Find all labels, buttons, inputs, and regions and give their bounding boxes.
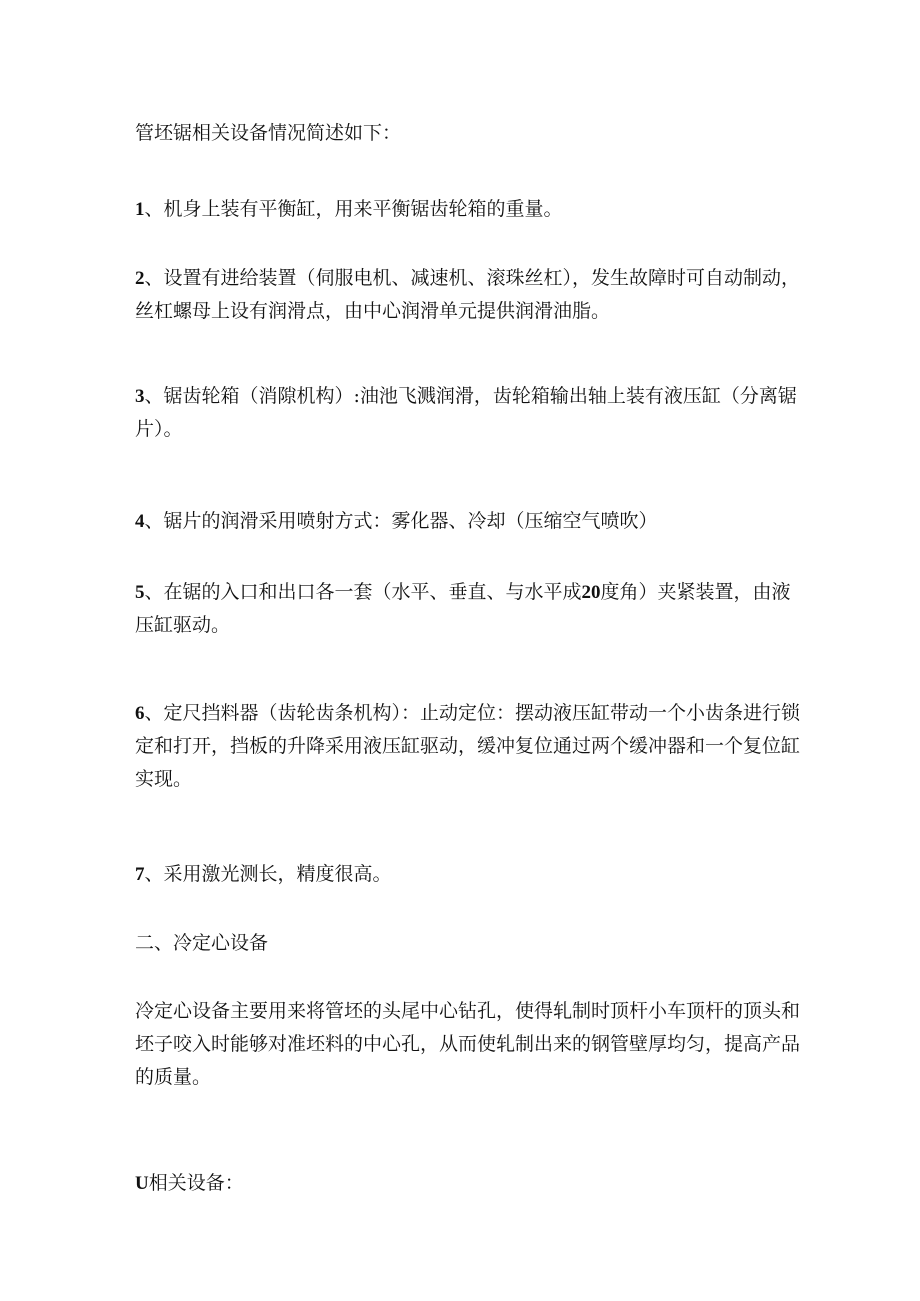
list-item-text: 、采用激光测长，精度很高。 — [144, 863, 392, 885]
section-heading-text: 二、冷定心设备 — [135, 932, 269, 954]
list-item-1 — [135, 193, 800, 226]
intro-paragraph — [135, 117, 800, 150]
section-heading — [135, 927, 800, 960]
list-item-text: 、机身上装有平衡缸，用来平衡锯齿轮箱的重量。 — [144, 198, 563, 220]
intro-text: 管坯锯相关设备情况简述如下： — [135, 122, 402, 144]
list-item-text: 、定尺挡料器（齿轮齿条机构）：止动定位：摆动液压缸带动一个小齿条进行锁定和打开，挡板的升降采用液压缸驱动，缓冲复位通过两个缓冲器和一个复位缸实现。 — [135, 702, 801, 790]
list-item-text: 、锯片的润滑采用喷射方式：雾化器、冷却（压缩空气喷吹） — [144, 510, 658, 532]
list-item-6 — [135, 697, 800, 796]
list-item-4 — [135, 505, 800, 538]
list-item-number: 3 — [135, 386, 145, 407]
list-item-text-continued: 度角）夹紧装置，由液压缸驱动。 — [135, 581, 791, 636]
list-item-text: 、在锯的入口和出口各一套（水平、垂直、与水平成 — [144, 581, 582, 603]
list-item-2 — [135, 262, 800, 328]
list-item-text: 、设置有进给装置（伺服电机、减速机、滚珠丝杠），发生故障时可自动制动，丝杠螺母上设有润滑点，由中心润滑单元提供润滑油脂。 — [135, 267, 801, 322]
sub-heading-prefix: U — [135, 1173, 149, 1194]
section-body-paragraph — [135, 995, 800, 1094]
list-item-text: 、锯齿轮箱（消隙机构）:油池飞溅润滑，齿轮箱输出轴上装有液压缸（分离锯片）。 — [135, 385, 797, 440]
list-item-number: 7 — [135, 864, 145, 885]
list-item-7 — [135, 858, 800, 891]
sub-heading — [135, 1167, 800, 1200]
list-item-number: 4 — [135, 511, 145, 532]
list-item-3 — [135, 380, 800, 446]
section-body-text: 冷定心设备主要用来将管坯的头尾中心钻孔，使得轧制时顶杆小车顶杆的顶头和坯子咬入时能够对准坯料的中心孔，从而使轧制出来的钢管壁厚均匀，提高产品的质量。 — [135, 1000, 801, 1088]
list-item-number: 1 — [135, 199, 145, 220]
list-item-5 — [135, 576, 800, 642]
list-item-number: 5 — [135, 582, 145, 603]
list-item-number: 2 — [135, 268, 145, 289]
sub-heading-text: 相关设备： — [148, 1172, 244, 1194]
list-item-number: 6 — [135, 703, 145, 724]
list-item-bold-number: 20 — [581, 582, 601, 603]
